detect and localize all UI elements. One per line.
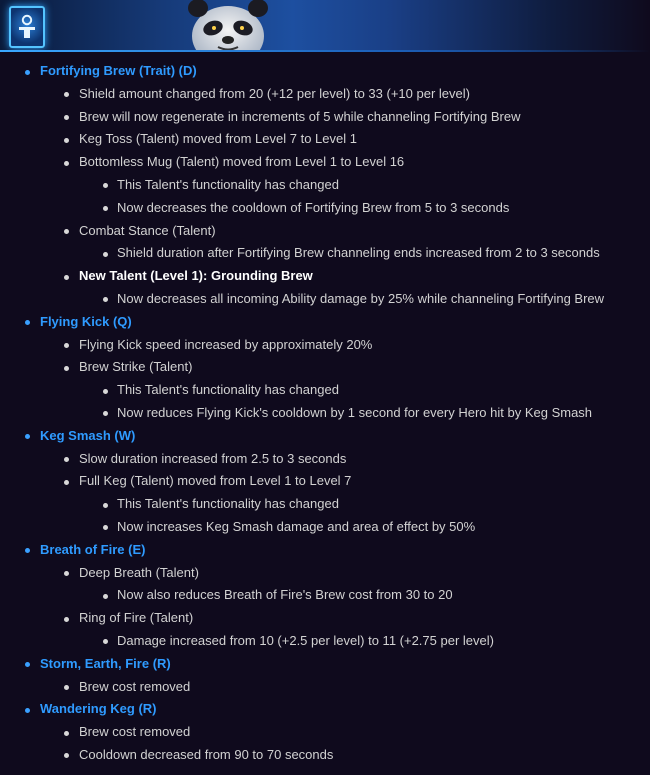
bullet-icon bbox=[64, 731, 69, 736]
ability-heading bbox=[0, 698, 650, 721]
change-text: Ring of Fire (Talent) bbox=[79, 610, 194, 626]
role-badge bbox=[9, 6, 45, 48]
bullet-icon bbox=[64, 161, 69, 166]
detail-text: Now increases Keg Smash damage and area of effect by 50% bbox=[117, 518, 476, 534]
change-item bbox=[0, 83, 650, 106]
change-text: Flying Kick speed increased by approximately 20% bbox=[79, 336, 373, 352]
detail-text: This Talent's functionality has changed bbox=[117, 382, 339, 398]
change-detail bbox=[0, 584, 650, 607]
ability-heading bbox=[0, 311, 650, 334]
detail-text: Now reduces Flying Kick's cooldown by 1 second for every Hero hit by Keg Smash bbox=[117, 404, 593, 420]
bullet-icon bbox=[64, 343, 69, 348]
bullet-icon bbox=[103, 525, 108, 530]
change-item bbox=[0, 220, 650, 243]
bullet-icon bbox=[64, 92, 69, 97]
change-item bbox=[0, 607, 650, 630]
detail-text: Shield duration after Fortifying Brew channeling ends increased from 2 to 3 seconds bbox=[117, 245, 600, 261]
detail-text: This Talent's functionality has changed bbox=[117, 496, 339, 512]
ability-section-flying-kick-q bbox=[0, 311, 650, 425]
change-item bbox=[0, 562, 650, 585]
bullet-icon bbox=[103, 411, 108, 416]
ability-title: Breath of Fire (E) bbox=[40, 541, 146, 557]
bullet-icon bbox=[103, 206, 108, 211]
hero-banner bbox=[0, 0, 650, 52]
change-text: Slow duration increased from 2.5 to 3 seconds bbox=[79, 450, 347, 466]
bullet-icon bbox=[25, 662, 30, 667]
change-item bbox=[0, 106, 650, 129]
bullet-icon bbox=[64, 753, 69, 758]
bullet-icon bbox=[64, 617, 69, 622]
bullet-icon bbox=[103, 389, 108, 394]
bullet-icon bbox=[103, 252, 108, 257]
bullet-icon bbox=[25, 548, 30, 553]
change-text: Deep Breath (Talent) bbox=[79, 564, 199, 580]
detail-text: Now decreases the cooldown of Fortifying Brew from 5 to 3 seconds bbox=[117, 199, 510, 215]
change-text: Combat Stance (Talent) bbox=[79, 222, 216, 238]
bullet-icon bbox=[103, 503, 108, 508]
change-detail bbox=[0, 242, 650, 265]
change-detail bbox=[0, 402, 650, 425]
ability-section-storm-earth-fire-r bbox=[0, 653, 650, 699]
bullet-icon bbox=[64, 115, 69, 120]
change-item bbox=[0, 356, 650, 379]
ability-title: Flying Kick (Q) bbox=[40, 313, 132, 329]
change-item bbox=[0, 448, 650, 471]
detail-text: This Talent's functionality has changed bbox=[117, 176, 339, 192]
change-text: Full Keg (Talent) moved from Level 1 to Level 7 bbox=[79, 473, 352, 489]
ability-title: Wandering Keg (R) bbox=[40, 701, 157, 717]
change-detail bbox=[0, 516, 650, 539]
bullet-icon bbox=[103, 183, 108, 188]
bullet-icon bbox=[64, 457, 69, 462]
ability-heading bbox=[0, 539, 650, 562]
change-text: Brew will now regenerate in increments of 5 while channeling Fortifying Brew bbox=[79, 108, 521, 124]
detail-text: Damage increased from 10 (+2.5 per level) to 11 (+2.75 per level) bbox=[117, 632, 494, 648]
change-text: Cooldown decreased from 90 to 70 seconds bbox=[79, 746, 334, 762]
bullet-icon bbox=[64, 138, 69, 143]
change-item bbox=[0, 744, 650, 767]
bullet-icon bbox=[103, 639, 108, 644]
bullet-icon bbox=[103, 297, 108, 302]
bullet-icon bbox=[25, 320, 30, 325]
change-detail bbox=[0, 379, 650, 402]
change-item bbox=[0, 470, 650, 493]
ability-title: Storm, Earth, Fire (R) bbox=[40, 655, 171, 671]
ability-title: Keg Smash (W) bbox=[40, 427, 136, 443]
change-text: Brew cost removed bbox=[79, 678, 191, 694]
ability-heading bbox=[0, 653, 650, 676]
bullet-icon bbox=[64, 229, 69, 234]
change-detail bbox=[0, 174, 650, 197]
ability-heading bbox=[0, 425, 650, 448]
patch-notes-list bbox=[0, 60, 650, 767]
change-text: Shield amount changed from 20 (+12 per level) to 33 (+10 per level) bbox=[79, 85, 470, 101]
change-item bbox=[0, 676, 650, 699]
change-text: Brew Strike (Talent) bbox=[79, 359, 193, 375]
ability-section-wandering-keg-r bbox=[0, 698, 650, 766]
warrior-role-icon bbox=[15, 14, 39, 40]
change-text: New Talent (Level 1): Grounding Brew bbox=[79, 268, 313, 284]
ability-heading bbox=[0, 60, 650, 83]
change-detail bbox=[0, 630, 650, 653]
change-item bbox=[0, 334, 650, 357]
ability-section-keg-smash-w bbox=[0, 425, 650, 539]
bullet-icon bbox=[64, 480, 69, 485]
detail-text: Now decreases all incoming Ability damage by 25% while channeling Fortifying Brew bbox=[117, 290, 605, 306]
change-detail bbox=[0, 493, 650, 516]
bullet-icon bbox=[64, 571, 69, 576]
bullet-icon bbox=[103, 594, 108, 599]
bullet-icon bbox=[64, 275, 69, 280]
bullet-icon bbox=[25, 70, 30, 75]
change-text: Brew cost removed bbox=[79, 724, 191, 740]
change-item bbox=[0, 721, 650, 744]
change-item bbox=[0, 151, 650, 174]
bullet-icon bbox=[64, 366, 69, 371]
change-detail bbox=[0, 197, 650, 220]
change-item bbox=[0, 265, 650, 288]
change-item bbox=[0, 128, 650, 151]
change-text: Keg Toss (Talent) moved from Level 7 to Level 1 bbox=[79, 131, 357, 147]
ability-section-breath-of-fire-e bbox=[0, 539, 650, 653]
bullet-icon bbox=[25, 434, 30, 439]
change-text: Bottomless Mug (Talent) moved from Level 1 to Level 16 bbox=[79, 154, 405, 170]
bullet-icon bbox=[25, 708, 30, 713]
panda-hero-portrait bbox=[168, 0, 288, 52]
ability-section-fortifying-brew-trait-d bbox=[0, 60, 650, 311]
ability-title: Fortifying Brew (Trait) (D) bbox=[40, 63, 197, 78]
change-detail bbox=[0, 288, 650, 311]
bullet-icon bbox=[64, 685, 69, 690]
detail-text: Now also reduces Breath of Fire's Brew cost from 30 to 20 bbox=[117, 587, 453, 603]
